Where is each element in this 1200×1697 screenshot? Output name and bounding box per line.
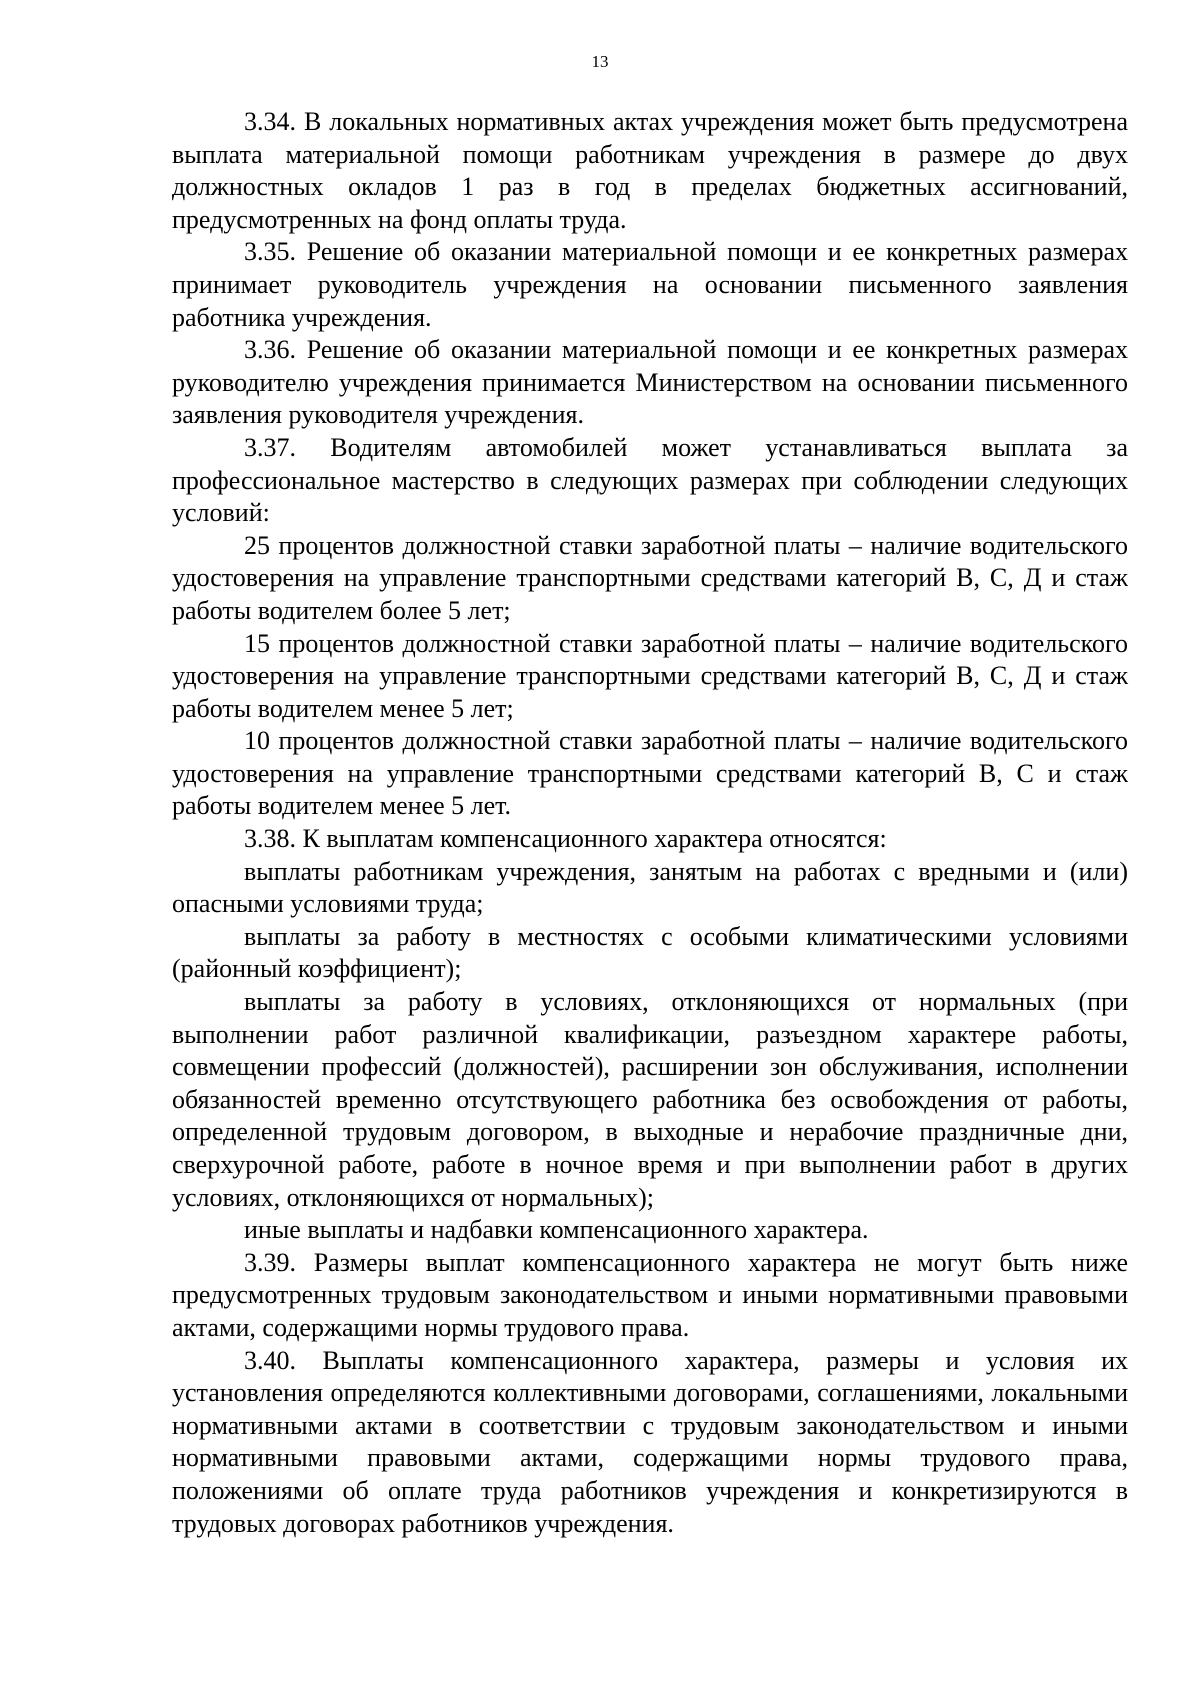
list-item-harmful-conditions: выплаты работникам учреждения, занятым на работах с вредными и (или) опасными условиями труда; [172,856,1128,919]
paragraph-3-34: 3.34. В локальных нормативных актах учреждения может быть предусмотрена выплата материальной помощи работникам учреждения в размере до двух должностных окладов 1 раз в год в пределах бюджетных ассигнований, предусмотренных на фонд оплаты труда. [172,107,1128,234]
list-item-10-percent: 10 процентов должностной ставки заработной платы – наличие водительского удостоверения на управление транспортными средствами категорий В, С и стаж работы водителем менее 5 лет. [172,726,1128,821]
paragraph-3-39: 3.39. Размеры выплат компенсационного характера не могут быть ниже предусмотренных трудовым законодательством и иными нормативными правовыми актами, содержащими нормы трудового права. [172,1247,1128,1342]
paragraph-3-36: 3.36. Решение об оказании материальной помощи и ее конкретных размерах руководителю учреждения принимается Министерством на основании письменного заявления руководителя учреждения. [172,335,1128,430]
list-item-regional-coefficient: выплаты за работу в местностях с особыми климатическими условиями (районный коэффициент); [172,921,1128,984]
list-item-15-percent: 15 процентов должностной ставки заработной платы – наличие водительского удостоверения на управление транспортными средствами категорий В, С, Д и стаж работы водителем менее 5 лет; [172,628,1128,723]
list-item-abnormal-conditions: выплаты за работу в условиях, отклоняющихся от нормальных (при выполнении работ различной квалификации, разъездном характере работы, совмещении профессий (должностей), расширении зон обслуживания, исполнении обязанностей временно отсутствующего работника без освобождения от работы, определенной трудовым договором, в выходные и нерабочие праздничные дни, сверхурочной работе, работе в ночное время и при выполнении работ в других условиях, отклоняющихся от нормальных); [172,987,1128,1212]
paragraph-3-37: 3.37. Водителям автомобилей может устанавливаться выплата за профессиональное мастерство в следующих размерах при соблюдении следующих условий: [172,432,1128,528]
paragraph-3-40: 3.40. Выплаты компенсационного характера, размеры и условия их установления определяются коллективными договорами, соглашениями, локальными нормативными актами в соответствии с трудовым законодательством и иными нормативными правовыми актами, содержащими нормы трудового права, положениями об оплате труда работников учреждения и конкретизируются в трудовых договорах работников учреждения. [172,1345,1128,1538]
paragraph-3-35: 3.35. Решение об оказании материальной помощи и ее конкретных размерах принимает руководитель учреждения на основании письменного заявления работника учреждения. [172,237,1128,332]
list-item-other-payments: иные выплаты и надбавки компенсационного характера. [244,1215,869,1245]
paragraph-3-38: 3.38. К выплатам компенсационного характера относятся: [244,824,887,854]
list-item-25-percent: 25 процентов должностной ставки заработной платы – наличие водительского удостоверения на управление транспортными средствами категорий В, С, Д и стаж работы водителем более 5 лет; [172,530,1128,625]
document-body [172,106,1128,1540]
page-number: 13 [591,52,609,71]
